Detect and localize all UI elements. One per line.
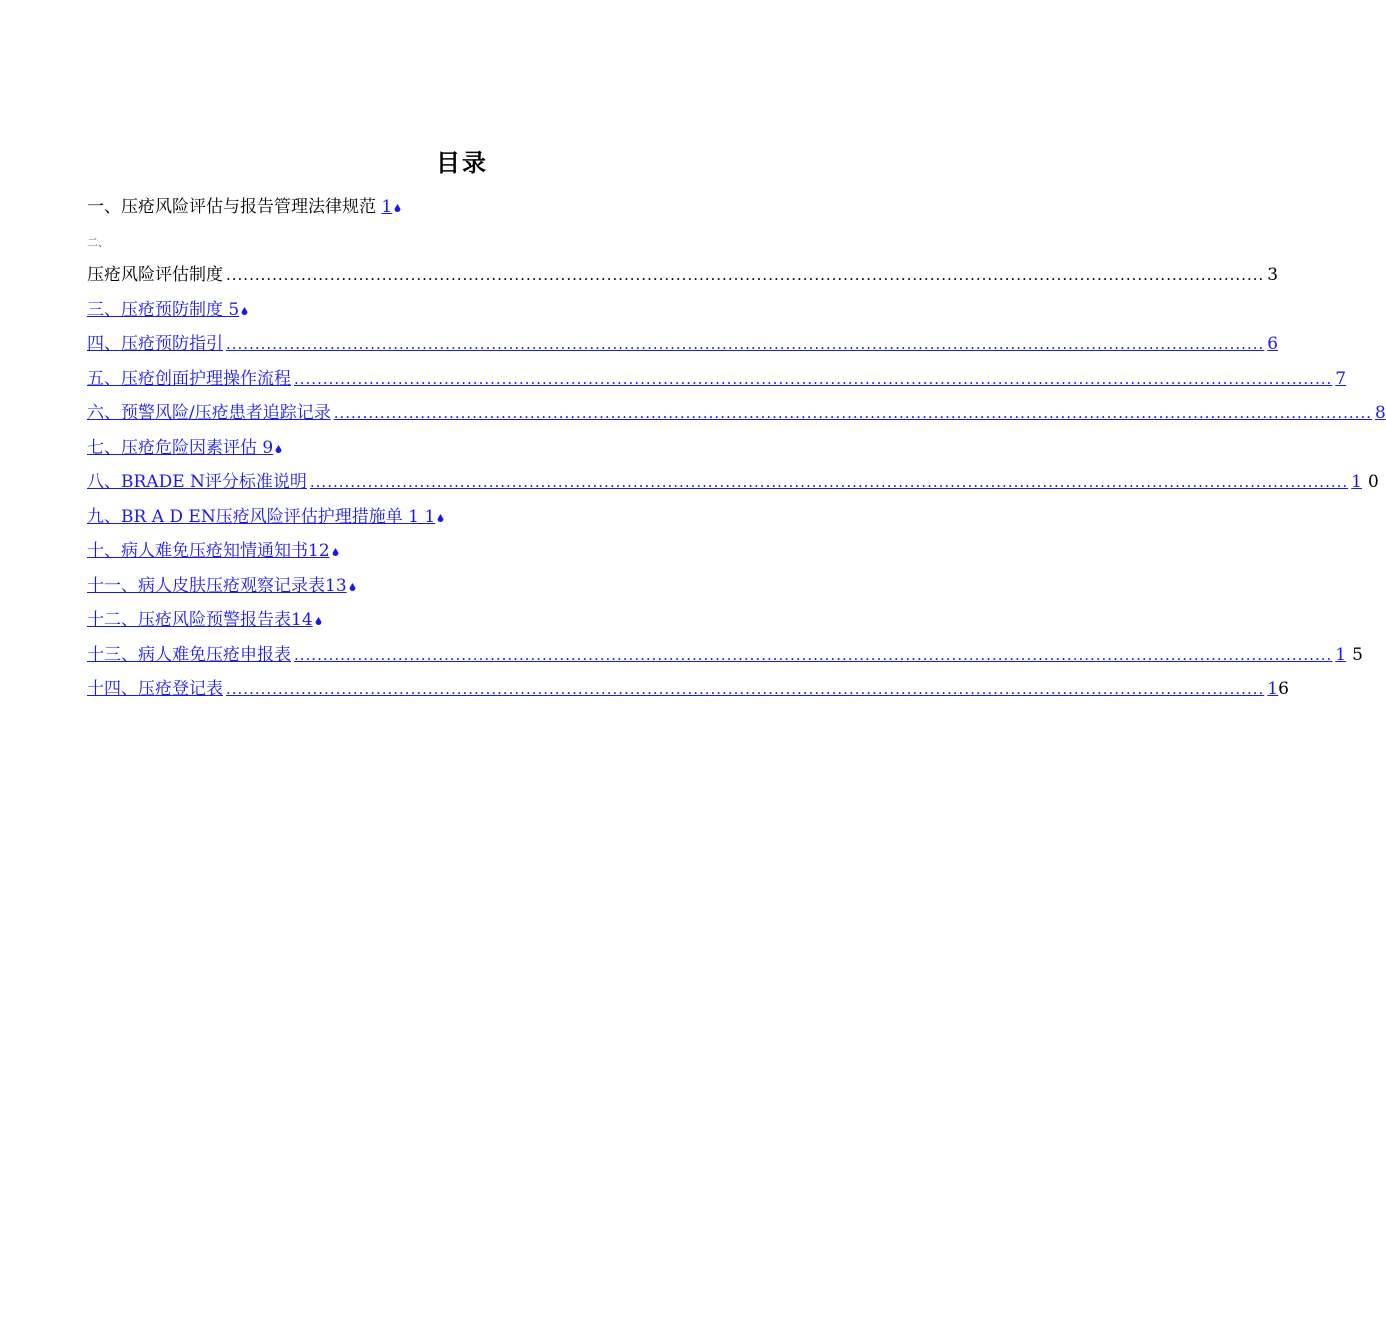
dot-leader bbox=[294, 368, 1332, 390]
toc-entry-11[interactable] bbox=[87, 575, 356, 597]
entry-page: 14 bbox=[291, 610, 313, 630]
entry-page: 13 bbox=[325, 576, 347, 596]
entry-text: 十四、压疮登记表 bbox=[87, 679, 223, 699]
dot-leader bbox=[294, 644, 1332, 666]
toc-title: 目录 bbox=[436, 148, 488, 177]
entry-page: 12 bbox=[308, 541, 330, 561]
dot-leader bbox=[226, 264, 1264, 286]
anchor-icon bbox=[437, 514, 444, 523]
dot-leader bbox=[334, 402, 1372, 424]
anchor-icon bbox=[332, 548, 339, 557]
toc-entry-10[interactable] bbox=[87, 540, 339, 562]
entry-page: 1 bbox=[1267, 679, 1279, 699]
anchor-icon bbox=[349, 583, 356, 592]
toc-entry-1[interactable] bbox=[87, 196, 401, 218]
entry-page[interactable]: 1 bbox=[381, 197, 401, 217]
entry-page: 9 bbox=[262, 438, 274, 458]
entry-page: 8 bbox=[1375, 403, 1386, 423]
toc-fragment-label: 二、 bbox=[87, 236, 109, 249]
anchor-icon bbox=[394, 204, 401, 213]
entry-text: 一、压疮风险评估与报告管理法律规范 bbox=[87, 197, 376, 217]
entry-text: 四、压疮预防指引 bbox=[87, 334, 223, 354]
toc-entry-9[interactable] bbox=[87, 506, 444, 528]
entry-text: 十三、病人难免压疮申报表 bbox=[87, 645, 291, 665]
anchor-icon bbox=[241, 307, 248, 316]
entry-text: 八、BRADE N评分标准说明 bbox=[87, 472, 307, 492]
entry-page: 3 bbox=[1267, 265, 1279, 285]
entry-page: 1 bbox=[1335, 645, 1347, 665]
toc-entry-4[interactable] bbox=[87, 333, 1279, 355]
entry-text: 十二、压疮风险预警报告表 bbox=[87, 610, 291, 630]
toc-entry-8[interactable] bbox=[87, 471, 1379, 493]
entry-text: 压疮风险评估制度 bbox=[87, 265, 223, 285]
toc-entry-13[interactable] bbox=[87, 644, 1363, 666]
entry-page: 1 bbox=[1351, 472, 1362, 492]
entry-page: 7 bbox=[1335, 369, 1347, 389]
entry-text: 六、预警风险/压疮患者追踪记录 bbox=[87, 403, 331, 423]
toc-entry-12[interactable] bbox=[87, 609, 322, 631]
entry-page: 1 1 bbox=[408, 507, 436, 527]
dot-leader bbox=[310, 471, 1348, 493]
dot-leader bbox=[226, 333, 1264, 355]
entry-page-tail: 5 bbox=[1352, 645, 1363, 665]
toc-entry-14[interactable] bbox=[87, 678, 1289, 700]
entry-text: 三、压疮预防制度 bbox=[87, 300, 223, 320]
toc-entry-6[interactable] bbox=[87, 402, 1386, 424]
toc-entry-2[interactable] bbox=[87, 264, 1279, 286]
entry-page: 6 bbox=[1267, 334, 1279, 354]
entry-page: 5 bbox=[228, 300, 240, 320]
entry-text: 十、病人难免压疮知情通知书 bbox=[87, 541, 308, 561]
entry-text: 五、压疮创面护理操作流程 bbox=[87, 369, 291, 389]
toc-entry-5[interactable] bbox=[87, 368, 1347, 390]
dot-leader bbox=[226, 678, 1264, 700]
entry-text: 七、压疮危险因素评估 bbox=[87, 438, 257, 458]
anchor-icon bbox=[275, 445, 282, 454]
entry-text: 九、BR A D EN压疮风险评估护理措施单 bbox=[87, 507, 403, 527]
entry-text: 十一、病人皮肤压疮观察记录表 bbox=[87, 576, 325, 596]
entry-page-tail: 6 bbox=[1278, 679, 1289, 699]
toc-entry-3[interactable] bbox=[87, 299, 248, 321]
entry-page-tail: 0 bbox=[1367, 472, 1379, 492]
anchor-icon bbox=[315, 617, 322, 626]
toc-entry-7[interactable] bbox=[87, 437, 282, 459]
